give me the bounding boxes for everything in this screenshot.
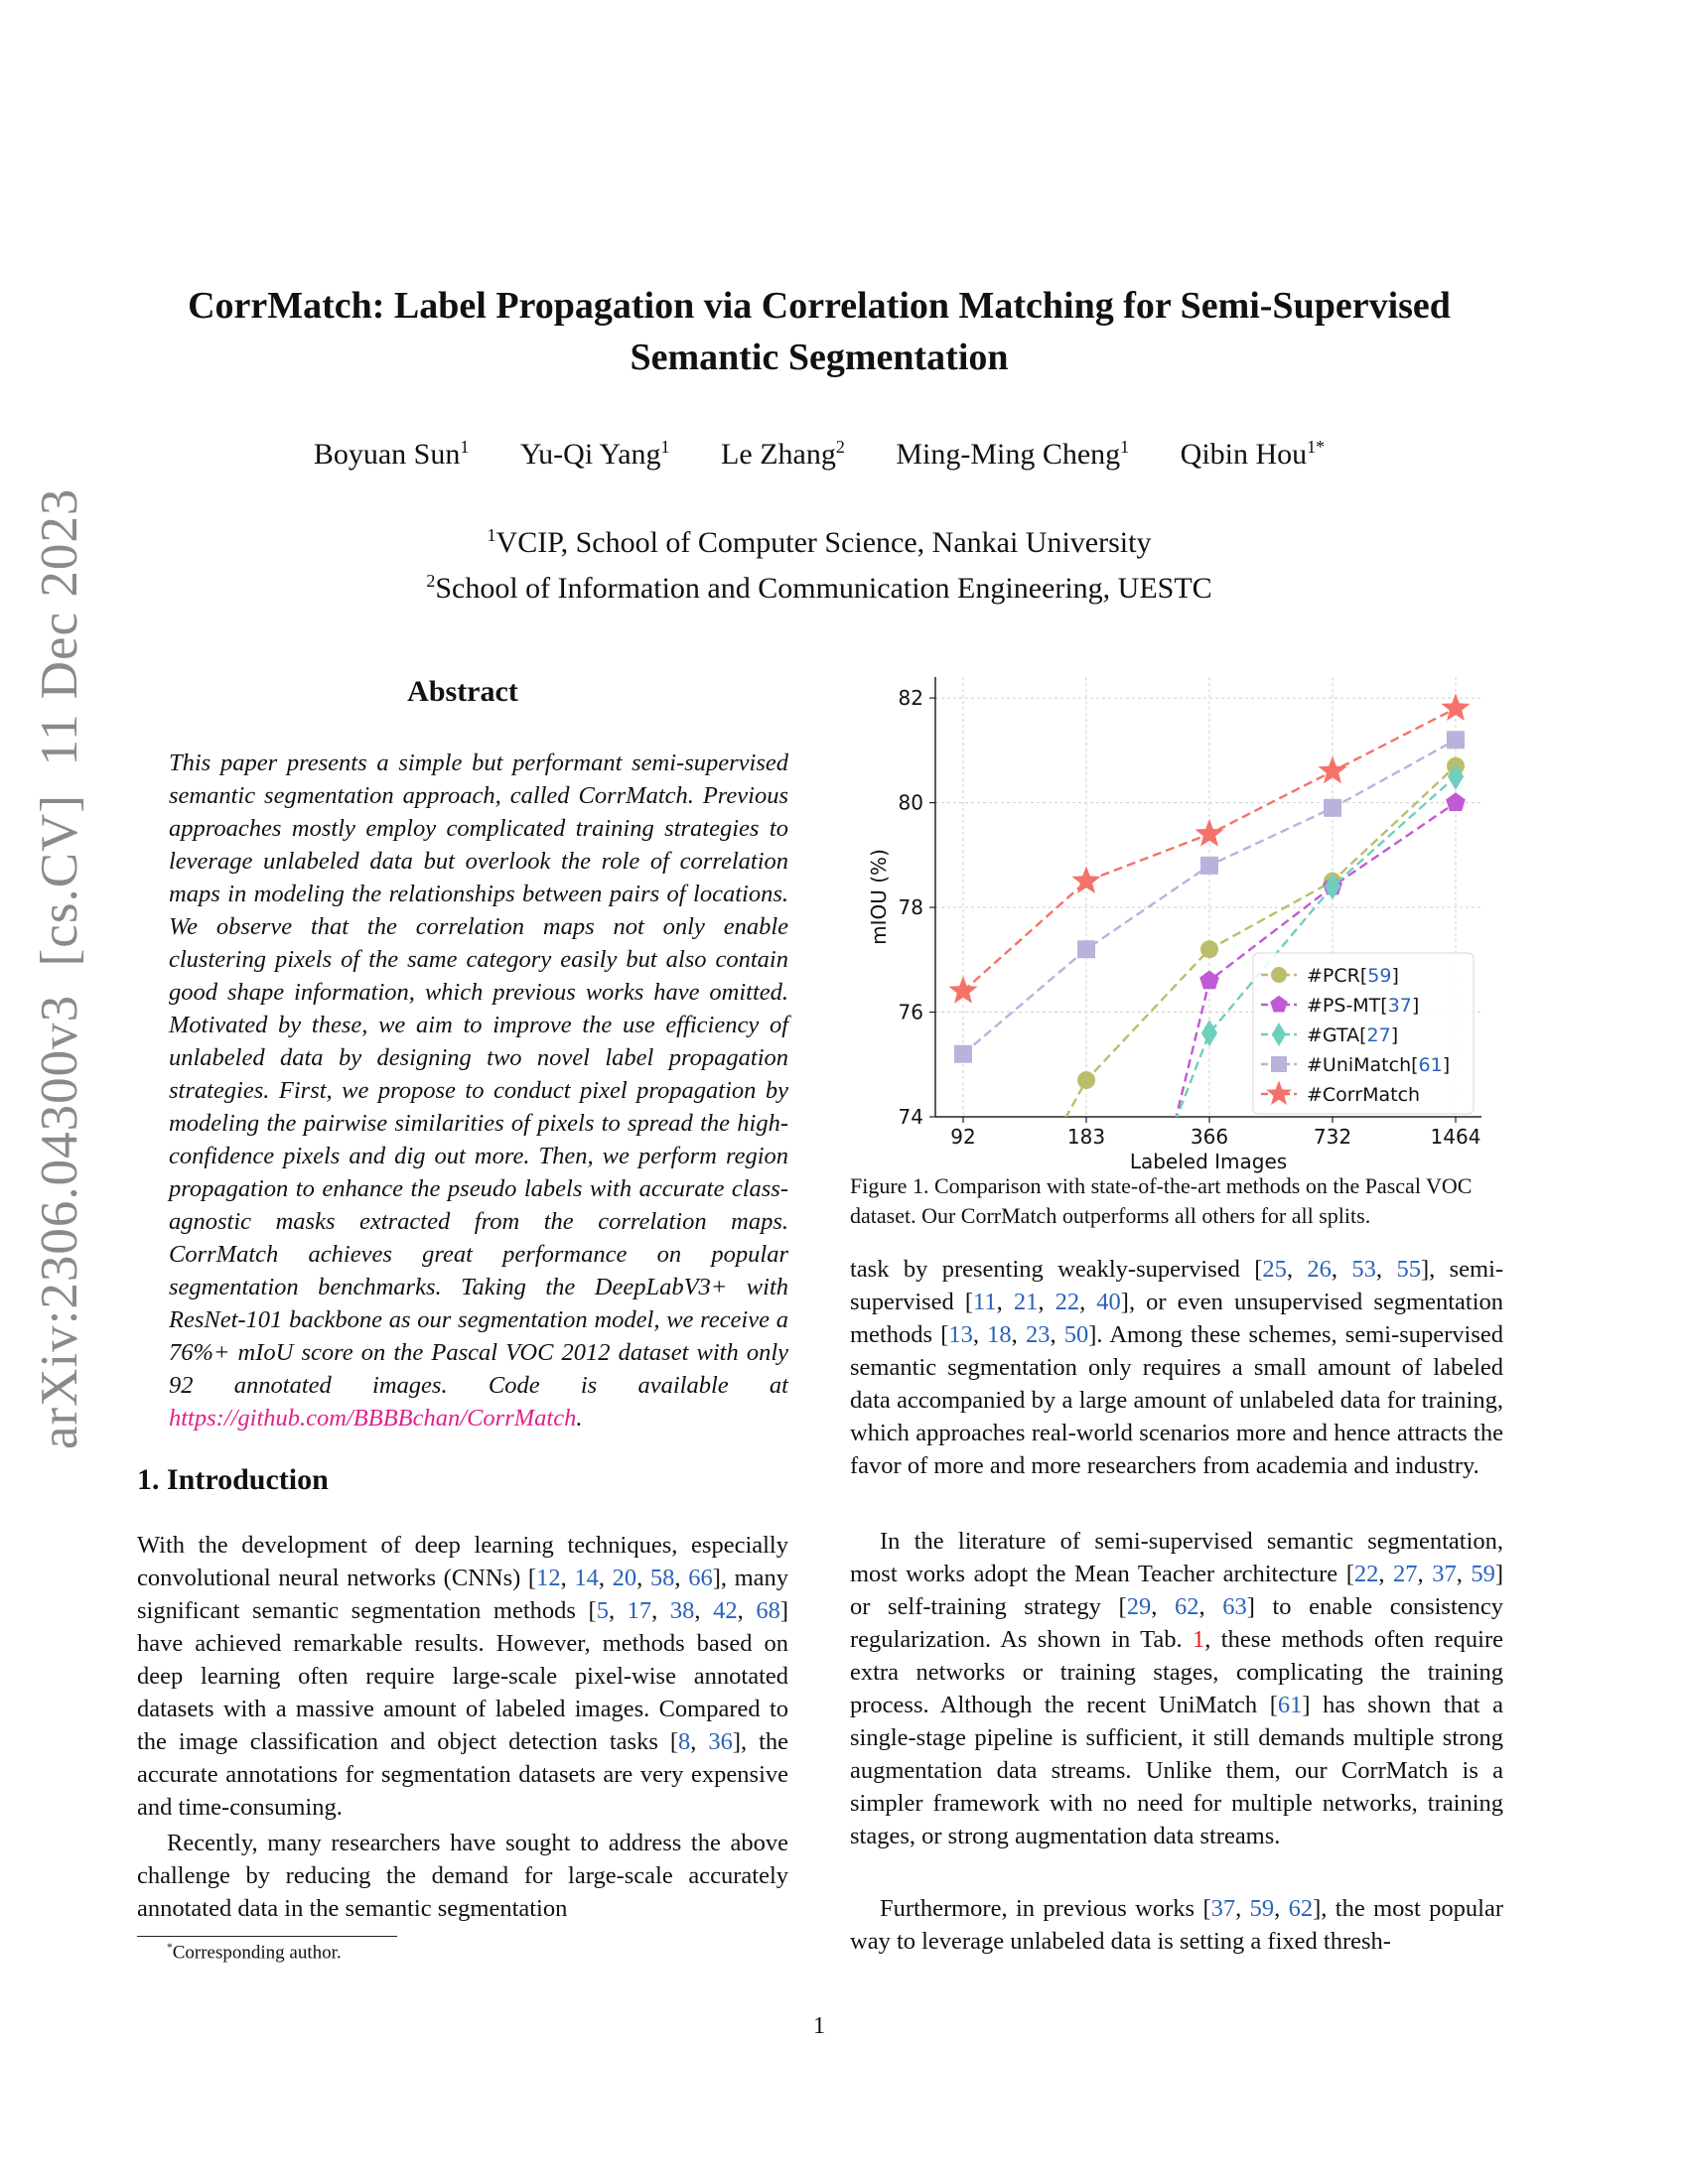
data-point xyxy=(1077,1071,1095,1089)
citation-link[interactable]: 14 xyxy=(574,1565,599,1591)
y-tick-label: 76 xyxy=(898,1000,923,1024)
miou-line-chart xyxy=(854,665,1489,1181)
data-point xyxy=(1071,866,1100,893)
table-ref-link[interactable]: 1 xyxy=(1193,1626,1205,1653)
citation-link[interactable]: 22 xyxy=(1353,1561,1379,1587)
x-tick-label: 183 xyxy=(1066,1125,1106,1149)
right-paragraph-1: task by presenting weakly-supervised [25, 26, 53, 55], semi-supervised [11, 21, 22, 40], or even unsupervised segmentation methods [13, 18, 23, 50]. Among these schemes, semi-supervised semantic segmentation only requires a small amount of labeled data accompanied by a large amount of unlabeled data for training, which approaches real-world scenarios more and hence attracts the favor of more and more researchers from academia and industry. xyxy=(850,1256,1504,1479)
citation-link[interactable]: 26 xyxy=(1307,1256,1332,1283)
citation-link[interactable]: 37 xyxy=(1432,1561,1457,1587)
citation-link[interactable]: 55 xyxy=(1396,1256,1421,1283)
abstract-heading: Abstract xyxy=(407,675,518,708)
citation-link[interactable]: 25 xyxy=(1262,1256,1287,1283)
data-point xyxy=(1195,819,1223,847)
arxiv-stamp: arXiv:2306.04300v3 [cs.CV] 11 Dec 2023 xyxy=(31,487,88,1449)
y-tick-label: 74 xyxy=(898,1105,923,1129)
abstract-text: This paper presents a simple but performant semi-supervised semantic segmentation approach, called CorrMatch. Previous approaches mostly employ complicated training strategies to leverage unlabeled data but overlook the role of correlation maps in modeling the relationships between pairs of locations. We observe that the correlation maps not only enable clustering pixels of the same category easily but also contain good shape information, which previous works have omitted. Motivated by these, we aim to improve the use efficiency of unlabeled data by designing two novel label propagation strategies. First, we propose to conduct pixel propagation by modeling the pairwise similarities of pixels to spread the high-confidence pixels and dig out more. Then, we perform region propagation to enhance the pseudo labels with accurate class-agnostic masks extracted from the correlation maps. CorrMatch achieves great performance on popular segmentation benchmarks. Taking the DeepLabV3+ with ResNet-101 backbone as our segmentation model, we receive a 76%+ mIoU score on the Pascal VOC 2012 dataset with only 92 annotated images. Code is available at https://github.com/BBBBchan/CorrMatch. xyxy=(169,750,788,1432)
code-link[interactable]: https://github.com/BBBBchan/CorrMatch xyxy=(169,1405,577,1432)
citation-link[interactable]: 59 xyxy=(1471,1561,1495,1587)
legend-label: #UniMatch[61] xyxy=(1307,1054,1451,1076)
legend-label: #GTA[27] xyxy=(1307,1024,1399,1046)
citation-link[interactable]: 20 xyxy=(612,1565,637,1591)
legend-label: #CorrMatch xyxy=(1307,1084,1421,1106)
citation-link[interactable]: 38 xyxy=(669,1597,695,1624)
y-tick-label: 82 xyxy=(898,686,923,711)
author: Boyuan Sun$^1$ xyxy=(313,437,470,471)
citation-link[interactable]: 5 xyxy=(596,1597,609,1624)
citation-link[interactable]: 53 xyxy=(1351,1256,1376,1283)
data-point xyxy=(954,1045,972,1063)
x-tick-label: 92 xyxy=(950,1125,976,1149)
citation-link[interactable]: 42 xyxy=(713,1597,738,1624)
page-number: 1 xyxy=(813,2013,825,2039)
citation-link[interactable]: 17 xyxy=(627,1597,652,1624)
data-point xyxy=(1199,971,1219,990)
right-paragraph-3: Furthermore, in previous works [37, 59, 62], the most popular way to leverage unlabeled data is setting a fixed thresh- xyxy=(850,1895,1503,1955)
legend-label: #PS-MT[37] xyxy=(1307,995,1420,1017)
citation-link[interactable]: 37 xyxy=(1210,1895,1236,1922)
citation-link[interactable]: 66 xyxy=(688,1565,713,1591)
y-axis-label: mIOU (%) xyxy=(867,849,891,945)
citation-link[interactable]: 68 xyxy=(756,1597,780,1624)
citation-link[interactable]: 58 xyxy=(649,1565,675,1591)
citation-link[interactable]: 12 xyxy=(536,1565,561,1591)
author: Yu-Qi Yang$^1$ xyxy=(519,437,670,471)
figure-caption: Figure 1. Comparison with state-of-the-art methods on the Pascal VOC dataset. Our CorrMatch outperforms all others for all splits. xyxy=(850,1173,1473,1228)
title-line-1: CorrMatch: Label Propagation via Correlation Matching for Semi-Supervised xyxy=(188,285,1451,327)
author-list xyxy=(0,437,1638,472)
citation-link[interactable]: 29 xyxy=(1126,1593,1152,1620)
data-point xyxy=(1441,693,1470,721)
footnote-rule xyxy=(137,1936,397,1937)
x-tick-label: 1464 xyxy=(1430,1125,1481,1149)
citation-link[interactable]: 23 xyxy=(1025,1321,1051,1348)
data-point xyxy=(1200,857,1218,875)
citation-link[interactable]: 8 xyxy=(677,1728,691,1755)
citation-link[interactable]: 27 xyxy=(1393,1561,1418,1587)
data-point xyxy=(1447,731,1465,749)
citation-link[interactable]: 50 xyxy=(1063,1321,1089,1348)
x-tick-label: 732 xyxy=(1313,1125,1352,1149)
citation-link[interactable]: 11 xyxy=(973,1289,997,1315)
citation-link[interactable]: 13 xyxy=(948,1321,973,1348)
data-point xyxy=(1324,799,1341,817)
citation-link[interactable]: 40 xyxy=(1096,1289,1121,1315)
y-tick-label: 78 xyxy=(898,895,923,920)
author: Ming-Ming Cheng$^1$ xyxy=(896,437,1130,471)
x-tick-label: 366 xyxy=(1190,1125,1229,1149)
author: Qibin Hou$^{1*}$ xyxy=(1180,437,1326,471)
right-paragraph-2: In the literature of semi-supervised semantic segmentation, most works adopt the Mean Teacher architecture [22, 27, 37, 59] or self-training strategy [29, 62, 63] to enable consistency regularization. As shown in Tab. 1, these methods often require extra networks or training stages, complicating the training process. Although the recent UniMatch [61] has shown that a single-stage pipeline is sufficient, it still demands multiple strong augmentation data streams. Unlike them, our CorrMatch is a simpler framework with no need for multiple networks, training stages, or strong augmentation data streams. xyxy=(850,1528,1504,1849)
legend-label: #PCR[59] xyxy=(1307,965,1399,987)
affiliation: $^2$School of Information and Communication Engineering, UESTC xyxy=(426,571,1212,605)
x-axis-label: Labeled Images xyxy=(1129,1150,1288,1173)
y-tick-label: 80 xyxy=(898,790,923,815)
citation-link[interactable]: 21 xyxy=(1013,1289,1039,1315)
citation-link[interactable]: 62 xyxy=(1288,1895,1314,1922)
data-point xyxy=(1201,1020,1217,1046)
intro-paragraph-2: Recently, many researchers have sought to address the above challenge by reducing the demand for large-scale accurately annotated data in the semantic segmentation xyxy=(137,1830,788,1922)
citation-link[interactable]: 36 xyxy=(708,1728,733,1755)
citation-link[interactable]: 18 xyxy=(987,1321,1012,1348)
citation-link[interactable]: 61 xyxy=(1277,1692,1303,1718)
affiliations xyxy=(0,516,1638,608)
data-point xyxy=(1446,792,1466,811)
legend-marker xyxy=(1271,1056,1287,1072)
paper-title xyxy=(0,280,1638,383)
citation-link[interactable]: 59 xyxy=(1249,1895,1275,1922)
author: Le Zhang$^2$ xyxy=(721,437,845,471)
data-point xyxy=(1200,940,1218,958)
affiliation: $^1$VCIP, School of Computer Science, Nankai University xyxy=(487,525,1152,559)
intro-heading: 1. Introduction xyxy=(137,1463,329,1496)
title-line-2: Semantic Segmentation xyxy=(630,337,1009,378)
citation-link[interactable]: 62 xyxy=(1174,1593,1199,1620)
intro-paragraph-1: With the development of deep learning techniques, especially convolutional neural networks (CNNs) [12, 14, 20, 58, 66], many significant semantic segmentation methods [5, 17, 38, 42, 68] have achieved remarkable results. However, methods based on deep learning often require large-scale pixel-wise annotated datasets with a massive amount of labeled images. Compared to the image classification and object detection tasks [8, 36], the accurate annotations for segmentation datasets are very expensive and time-consuming. xyxy=(137,1532,789,1821)
citation-link[interactable]: 22 xyxy=(1055,1289,1080,1315)
data-point xyxy=(1077,940,1095,958)
citation-link[interactable]: 63 xyxy=(1222,1593,1247,1620)
footnote: *Corresponding author. xyxy=(167,1942,342,1964)
legend-marker xyxy=(1271,967,1287,983)
